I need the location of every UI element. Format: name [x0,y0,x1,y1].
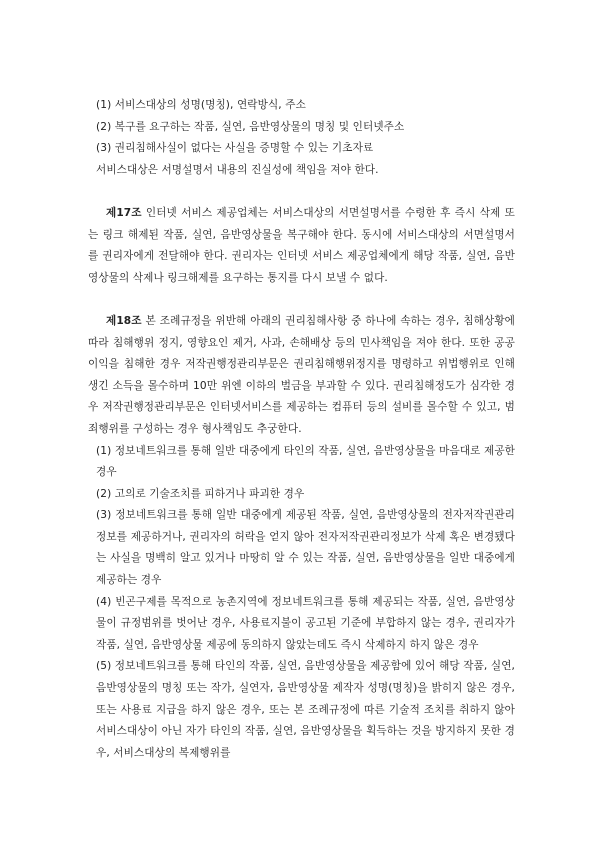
article-18-heading: 제18조 [106,314,142,327]
list-item: (3) 권리침해사실이 없다는 사실을 증명할 수 있는 기초자료 [96,142,374,155]
article-18-items [88,441,515,765]
list-item: (2) 복구를 요구하는 작품, 실연, 음반영상물의 명칭 및 인터넷주소 [96,120,405,133]
list-item: (1) 서비스대상의 성명(명칭), 연락방식, 주소 [96,99,306,111]
list-item: (4) 빈곤구제를 목적으로 농촌지역에 정보네트워크를 통해 제공되는 작품, 실연, 음반영상물이 규정범위를 벗어난 경우, 사용료지불이 공고된 기준에 부합하지 않는 경우, 권리자가 작품, 실연, 음반영상물 제공에 동의하지 않았는데도 즉시 삭제하지 하지 않은 경우 [96,595,515,651]
list-item: (3) 정보네트워크를 통해 일반 대중에게 제공된 작품, 실연, 음반영상물의 전자저작권관리정보를 제공하거나, 권리자의 허락을 얻지 않아 전자저작권관리정보가 삭제 혹은 변경됐다는 사실을 명백히 알고 있거나 마땅히 알 수 있는 작품, 실연, 음반영상물을 일반 대중에게 제공하는 경우 [96,509,515,587]
list-note: 서비스대상은 서명설명서 내용의 진실성에 책임을 져야 한다. [96,163,379,176]
list-item: (5) 정보네트워크를 통해 타인의 작품, 실연, 음반영상물을 제공함에 있어 해당 작품, 실연, 음반영상물의 명칭 또는 작가, 실연자, 음반영상물 제작자 성명(명칭)을 밝히지 않은 경우, 또는 사용료 지급을 하지 않은 경우, 또는 본 조례규정에 따른 기술적 조치를 취하지 않아 서비스대상이 아닌 자가 타인의 작품, 실연, 음반영상물을 획득하는 것을 방지하지 못한 경우, 서비스대상의 복제행위를 [96,660,515,759]
article-18-body: 본 조례규정을 위반해 아래의 권리침해사항 중 하나에 속하는 경우, 침해상황에 따라 침해행위 정지, 영향요인 제거, 사과, 손해배상 등의 민사책임을 져야 한다. 또한 공공이익을 침해한 경우 저작권행정관리부문은 권리침해행위정지를 명령하고 위법행위로 인해 생긴 소득을 몰수하며 10만 위엔 이하의 벌금을 부과할 수 있다. 권리침해정도가 심각한 경우 저작권행정관리부문은 인터넷서비스를 제공하는 컴퓨터 등의 설비를 몰수할 수 있고, 범죄행위를 구성하는 경우 형사책임도 추궁한다. [88,314,515,435]
article-17-body: 인터넷 서비스 제공업체는 서비스대상의 서면설명서를 수령한 후 즉시 삭제 또는 링크 해제된 작품, 실연, 음반영상물을 복구해야 한다. 동시에 서비스대상의 서면설명서를 권리자에게 전달해야 한다. 권리자는 인터넷 서비스 제공업체에게 해당 작품, 실연, 음반영상물의 삭제나 링크해제를 요구하는 통지를 다시 보낼 수 없다. [88,206,515,284]
article-18 [88,311,515,441]
list-item: (2) 고의로 기술조치를 피하거나 파괴한 경우 [96,487,305,500]
article-17 [88,203,515,289]
top-list [88,95,515,181]
list-item: (1) 정보네트워크를 통해 일반 대중에게 타인의 작품, 실연, 음반영상물을 마음대로 제공한 경우 [96,444,515,479]
article-17-heading: 제17조 [106,206,142,219]
